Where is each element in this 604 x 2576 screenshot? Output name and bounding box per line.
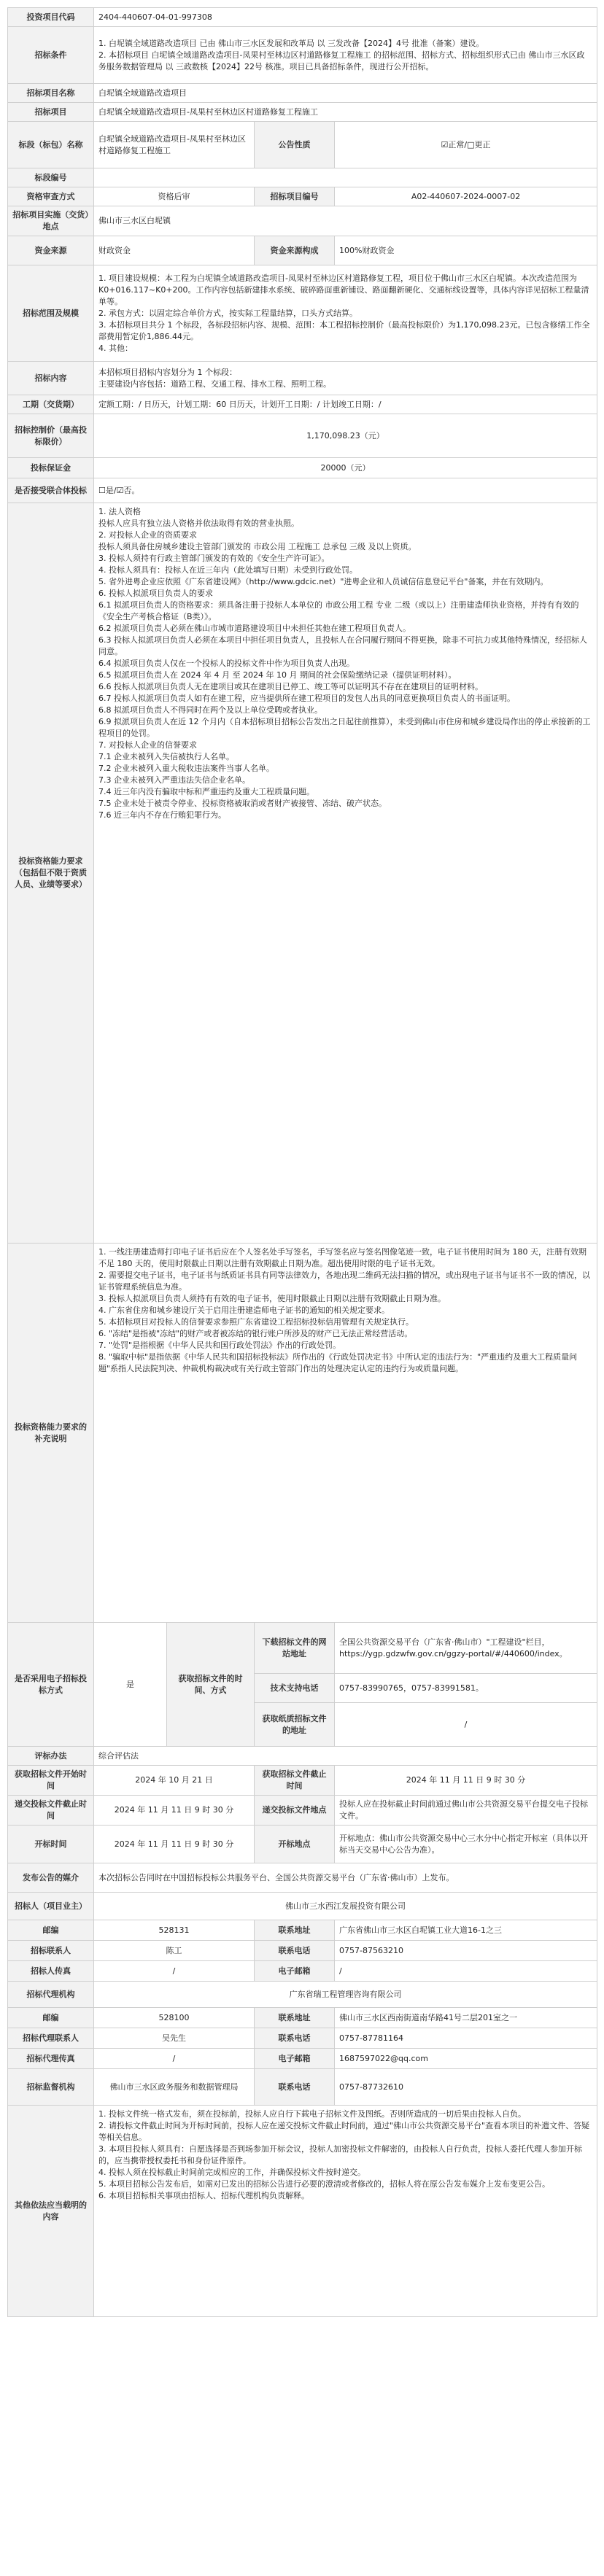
consortium-value: ☐是/☑否。 [94, 478, 597, 503]
tenderer-label: 招标人（项目业主） [8, 1893, 94, 1920]
qualification-line: 7.2 企业未被列入重大税收违法案件当事人名单。 [98, 764, 274, 773]
tenderer-email-value: / [335, 1961, 597, 1982]
qualification-review-label: 资格审查方式 [8, 187, 94, 206]
notes-line: 3. 本项目投标人须具有：自愿选择是否到场参加开标会议，投标人加密投标文件解密的，由投标人自行负责，投标人委托代理人参加开标的，应当携带授权委托书和身份证件原件。 [98, 2144, 582, 2165]
funding-value: 财政资金 [94, 236, 255, 265]
qualification-line: 7.5 企业未处于被责令停业、投标资格被取消或者财产被接管、冻结、破产状态。 [98, 799, 387, 808]
qualification-line: 6.9 拟派项目负责人在近 12 个月内（自本招标项目招标公告发出之日起往前推算），未受到佛山市住房和城乡建设局作出的停止承接新的工程项目的处罚。 [98, 717, 591, 738]
qualification-line: 7. 对投标人企业的信誉要求 [98, 740, 197, 750]
announcement-table [7, 7, 597, 2317]
agent-email-value[interactable]: 1687597022@qq.com [335, 2049, 597, 2069]
guarantee-label: 投标保证金 [8, 458, 94, 478]
scope-text [94, 265, 597, 362]
notes-line: 5. 本项目招标公告发布后，如需对已发出的招标公告进行必要的澄清或者修改的，招标人将在原公告发布媒介上发布变更公告。 [98, 2179, 550, 2189]
section-name-value: 白坭镇全域道路改造项目-凤果村至林边区村道路修复工程施工 [94, 122, 255, 168]
scope-line: 1. 项目建设规模：本工程为白坭镇全域道路改造项目-凤果村至林边区村道路修复工程，项目位于佛山市三水区白坭镇。本次改造范围为 K0+016.117~K0+200。工作内容包括新建排水系统、破碎路面重新铺设、路面翻新硬化、交通标线设置等，具体内容详见招标工程量清单等。 [98, 273, 589, 306]
qualification-line: 6.1 拟派项目负责人的资格要求：须具备注册于投标人本单位的 市政公用工程 专业 二级（或以上）注册建造师执业资格，并持有有效的《安全生产考核合格证（B类）》。 [98, 600, 579, 621]
tender-project-value: 白坭镇全域道路改造项目-凤果村至林边区村道路修复工程施工 [94, 103, 597, 122]
other-req-label: 投标资格能力要求的补充说明 [8, 1244, 94, 1623]
section-code-label: 标段编号 [8, 168, 94, 187]
supervisor-value: 佛山市三水区政务服务和数据管理局 [94, 2069, 255, 2106]
doc-end-value: 2024 年 11 月 11 日 9 时 30 分 [335, 1766, 597, 1796]
tenderer-addr-label: 联系地址 [255, 1920, 335, 1941]
project-code-label: 投资项目代码 [8, 8, 94, 27]
notes-line: 4. 投标人须在投标截止时间前完成相应的工作，并确保投标文件按时递交。 [98, 2168, 365, 2177]
submit-place-value: 投标人应在投标截止时间前通过佛山市公共资源交易平台提交电子投标文件。 [335, 1796, 597, 1826]
other-req-line: 1. 一线注册建造师打印电子证书后应在个人签名处手写签名，手写签名应与签名图像笔迹一致，电子证书使用时间为 180 天，注册有效期不足 180 天的，使用时限截止日期以注册有效期截止日期为准。超出使用时限的电子证书无效。 [98, 1247, 586, 1268]
qualification-line: 7.3 企业未被列入严重违法失信企业名单。 [98, 775, 250, 785]
supervisor-tel-label: 联系电话 [255, 2069, 335, 2106]
qualification-review-value: 资格后审 [94, 187, 255, 206]
notice-nature-value: ☑正常/□更正 [335, 122, 597, 168]
funding-label: 资金来源 [8, 236, 94, 265]
qualification-text [94, 503, 597, 1244]
tenderer-contact-label: 招标联系人 [8, 1941, 94, 1961]
qualification-line: 6.2 拟派项目负责人必须在佛山市城市道路建设项目中未担任其他在建工程项目负责人。 [98, 624, 411, 633]
supervisor-label: 招标监督机构 [8, 2069, 94, 2106]
tenderer-zip-label: 邮编 [8, 1920, 94, 1941]
agent-fax-value: / [94, 2049, 255, 2069]
doc-start-value: 2024 年 10 月 21 日 [94, 1766, 255, 1796]
open-time-value: 2024 年 11 月 11 日 9 时 30 分 [94, 1826, 255, 1863]
qualification-line: 2. 对投标人企业的资质要求 [98, 530, 197, 540]
qualification-line: 6.5 拟派项目负责人在 2024 年 4 月 至 2024 年 10 月 期间的社会保险缴纳记录（提供证明材料）。 [98, 670, 457, 680]
other-req-line: 6. "冻结"是指被"冻结"的财产或者被冻结的银行账户所涉及的财产已无法正常经营活动。 [98, 1329, 413, 1338]
control-price-value: 1,170,098.23（元） [94, 414, 597, 458]
doc-method-label: 获取招标文件的时间、方式 [167, 1623, 255, 1747]
agent-fax-label: 招标代理传真 [8, 2049, 94, 2069]
agent-addr-label: 联系地址 [255, 2008, 335, 2028]
eval-label: 评标办法 [8, 1747, 94, 1766]
agent-contact-value: 吴先生 [94, 2028, 255, 2049]
media-label: 发布公告的媒介 [8, 1863, 94, 1893]
control-price-label: 招标控制价（最高投标限价） [8, 414, 94, 458]
tender-conditions-line: 2. 本招标项目 白坭镇全域道路改造项目-凤果村至林边区村道路修复工程施工 的招标范围、招标方式、招标组织形式已由 佛山市三水区政务服务数据管理局 以 三政数核【2024】22号 核准。项目已具备招标条件，现进行公开招标。 [98, 50, 585, 71]
supervisor-tel-value: 0757-87732610 [335, 2069, 597, 2106]
tenderer-fax-value: / [94, 1961, 255, 1982]
submit-deadline-value: 2024 年 11 月 11 日 9 时 30 分 [94, 1796, 255, 1826]
tech-support-label: 技术支持电话 [255, 1674, 335, 1703]
agent-value: 广东省瑞工程管理咨询有限公司 [94, 1982, 597, 2008]
other-req-line: 8. "骗取中标"是指依据《中华人民共和国招标投标法》所作出的《行政处罚决定书》中所认定的违法行为："严重违约及重大工程质量问题"系指人民法院判决、仲裁机构裁决或有关行政主管部门作出的处理决定认定的违约行为或质量问题。 [98, 1352, 578, 1373]
consortium-label: 是否接受联合体投标 [8, 478, 94, 503]
e-bid-label: 是否采用电子招标投标方式 [8, 1623, 94, 1747]
media-value: 本次招标公告同时在中国招标投标公共服务平台、全国公共资源交易平台（广东省·佛山市）上发布。 [94, 1863, 597, 1893]
qualification-line: 6. 投标人拟派项目负责人的要求 [98, 589, 213, 598]
section-code-value [94, 168, 597, 187]
doc-start-label: 获取招标文件开始时间 [8, 1766, 94, 1796]
qualification-line: 7.4 近三年内没有骗取中标和严重违约及重大工程质量问题。 [98, 787, 314, 796]
download-site-label: 下载招标文件的网站地址 [255, 1623, 335, 1674]
paper-doc-value: / [335, 1703, 597, 1747]
location-value: 佛山市三水区白坭镇 [94, 206, 597, 236]
agent-zip-label: 邮编 [8, 2008, 94, 2028]
qualification-line: 6.7 投标人拟派项目负责人如有在建工程，应当提供所在建工程项目的发包人出具的同意更换项目负责人的书面证明。 [98, 694, 515, 703]
tenderer-tel-value: 0757-87563210 [335, 1941, 597, 1961]
other-req-line: 2. 需要提交电子证书，电子证书与纸质证书具有同等法律效力，各地出现二维码无法扫描的情况，或出现电子证书与证书不一致的情况，以证书管理系统信息为准。 [98, 1270, 590, 1292]
qualification-line: 6.6 投标人拟派项目负责人无在建项目或其在建项目已停工、竣工等可以证明其不存在在建项目的证明材料。 [98, 682, 483, 691]
qualification-line: 投标人应具有独立法人资格并依法取得有效的营业执照。 [98, 519, 299, 528]
bid-content-line: 主要建设内容包括：道路工程、交通工程、排水工程、照明工程。 [98, 379, 331, 389]
doc-end-label: 获取招标文件截止时间 [255, 1766, 335, 1796]
qualification-line: 7.6 近三年内不存在行贿犯罪行为。 [98, 810, 226, 820]
qualification-line: 7.1 企业未被列入失信被执行人名单。 [98, 752, 234, 761]
notes-line: 6. 本项目招标相关事项由招标人、招标代理机构负责解释。 [98, 2191, 309, 2200]
qualification-line: 1. 法人资格 [98, 507, 141, 516]
qualification-line: 5. 省外进粤企业应依照《广东省建设网》（http://www.gdcic.net）"进粤企业和人员诚信信息登记平台"备案，并在有效期内。 [98, 577, 549, 586]
eval-value: 综合评估法 [94, 1747, 597, 1766]
submit-place-label: 递交投标文件地点 [255, 1796, 335, 1826]
other-req-line: 4. 广东省住房和城乡建设厅关于启用注册建造师电子证书的通知的相关规定要求。 [98, 1306, 390, 1315]
paper-doc-label: 获取纸质招标文件的地址 [255, 1703, 335, 1747]
open-place-label: 开标地点 [255, 1826, 335, 1863]
qualification-line: 4. 投标人须具有：投标人在近三年内（此处填写日期）未受到行政处罚。 [98, 565, 357, 575]
funding-ratio-label: 资金来源构成 [255, 236, 335, 265]
notes-line: 2. 请投标文件截止时间为开标时间前，投标人应在递交投标文件截止时间前，通过"佛山市公共资源交易平台"查看本项目的补遗文件、答疑等相关信息。 [98, 2121, 590, 2142]
tender-conditions-label: 招标条件 [8, 27, 94, 84]
location-label: 招标项目实施（交货）地点 [8, 206, 94, 236]
tenderer-contact-value: 陈工 [94, 1941, 255, 1961]
submit-deadline-label: 递交投标文件截止时间 [8, 1796, 94, 1826]
bid-content-text [94, 362, 597, 395]
scope-label: 招标范围及规模 [8, 265, 94, 362]
notice-nature-label: 公告性质 [255, 122, 335, 168]
notes-label: 其他依法应当载明的内容 [8, 2106, 94, 2317]
tender-announcement [7, 7, 597, 2317]
qualification-line: 3. 投标人须持有行政主管部门颁发的有效的《安全生产许可证》。 [98, 554, 330, 563]
tender-project-code-value: A02-440607-2024-0007-02 [335, 187, 597, 206]
other-req-text [94, 1244, 597, 1623]
other-req-line: 7. "处罚"是指根据《中华人民共和国行政处罚法》作出的行政处罚。 [98, 1341, 341, 1350]
duration-label: 工期（交货期） [8, 395, 94, 414]
open-time-label: 开标时间 [8, 1826, 94, 1863]
agent-zip-value: 528100 [94, 2008, 255, 2028]
qualification-line: 6.3 投标人拟派项目负责人必须在本项目中担任项目负责人，且投标人在合同履行期间不得更换，除非不可抗力或其他特殊情况，经招标人同意。 [98, 635, 587, 656]
e-bid-value: 是 [94, 1623, 167, 1747]
tech-support-value: 0757-83990765，0757-83991581。 [335, 1674, 597, 1703]
tender-conditions-line: 1. 白坭镇全域道路改造项目 已由 佛山市三水区发展和改革局 以 三发改备【2024】4号 批准（备案）建设。 [98, 38, 484, 48]
open-place-value: 开标地点：佛山市公共资源交易中心三水分中心指定开标室（具体以开标当天交易中心公告为准）。 [335, 1826, 597, 1863]
agent-contact-label: 招标代理联系人 [8, 2028, 94, 2049]
section-name-label: 标段（标包）名称 [8, 122, 94, 168]
tenderer-zip-value: 528131 [94, 1920, 255, 1941]
project-name-value: 白坭镇全域道路改造项目 [94, 84, 597, 103]
scope-line: 3. 本招标项目共分 1 个标段，各标段招标内容、规模、范围：本工程招标控制价（最高投标限价）为1,170,098.23元。已包含修缮工作全部费用暂定价1,886.44元。 [98, 319, 590, 341]
project-name-label: 招标项目名称 [8, 84, 94, 103]
duration-value: 定额工期：/ 日历天，计划工期：60 日历天，计划开工日期：/ 计划竣工日期：/ [94, 395, 597, 414]
qualification-line: 投标人须具备住房城乡建设主管部门颁发的 市政公用 工程施工 总承包 三级 及以上资质。 [98, 542, 417, 551]
scope-line: 2. 承包方式：以固定综合单价方式，按实际工程量结算，口头方式结算。 [98, 308, 357, 318]
agent-email-label: 电子邮箱 [255, 2049, 335, 2069]
agent-label: 招标代理机构 [8, 1982, 94, 2008]
tenderer-addr-value: 广东省佛山市三水区白坭镇工业大道16-1之三 [335, 1920, 597, 1941]
tenderer-fax-label: 招标人传真 [8, 1961, 94, 1982]
tenderer-email-label: 电子邮箱 [255, 1961, 335, 1982]
download-site-value[interactable]: 全国公共资源交易平台（广东省·佛山市）"工程建设"栏目，https://ygp.gdzwfw.gov.cn/ggzy-portal/#/440600/index。 [335, 1623, 597, 1674]
agent-tel-value: 0757-87781164 [335, 2028, 597, 2049]
qualification-label: 投标资格能力要求（包括但不限于资质人员、业绩等要求） [8, 503, 94, 1244]
tender-conditions-text [94, 27, 597, 84]
tender-project-label: 招标项目 [8, 103, 94, 122]
scope-line: 4. 其他： [98, 343, 133, 353]
other-req-line: 3. 投标人拟派项目负责人须持有有效的电子证书，使用时限截止日期以注册有效期截止日期为准。 [98, 1294, 446, 1303]
qualification-line: 6.8 拟派项目负责人不得同时在两个及以上单位受聘或者执业。 [98, 705, 322, 715]
qualification-line: 6.4 拟派项目负责人仅在一个投标人的投标文件中作为项目负责人出现。 [98, 659, 355, 668]
tender-project-code-label: 招标项目编号 [255, 187, 335, 206]
agent-addr-value: 佛山市三水区西南街道南华路41号二层201室之一 [335, 2008, 597, 2028]
funding-ratio-value: 100%财政资金 [335, 236, 597, 265]
notes-text [94, 2106, 597, 2317]
bid-content-label: 招标内容 [8, 362, 94, 395]
agent-tel-label: 联系电话 [255, 2028, 335, 2049]
tenderer-tel-label: 联系电话 [255, 1941, 335, 1961]
notes-line: 1. 投标文件统一格式发布，须在投标前，投标人应自行下载电子招标文件及图纸。否则所造成的一切后果由投标人自负。 [98, 2109, 526, 2119]
project-code-value: 2404-440607-04-01-997308 [94, 8, 597, 27]
tenderer-value: 佛山市三水西江发展投资有限公司 [94, 1893, 597, 1920]
guarantee-value: 20000（元） [94, 458, 597, 478]
bid-content-line: 本招标项目招标内容划分为 1 个标段： [98, 367, 237, 377]
other-req-line: 5. 本招标项目对投标人的信誉要求参照广东省建设工程招标投标信用管理有关规定执行。 [98, 1317, 414, 1327]
